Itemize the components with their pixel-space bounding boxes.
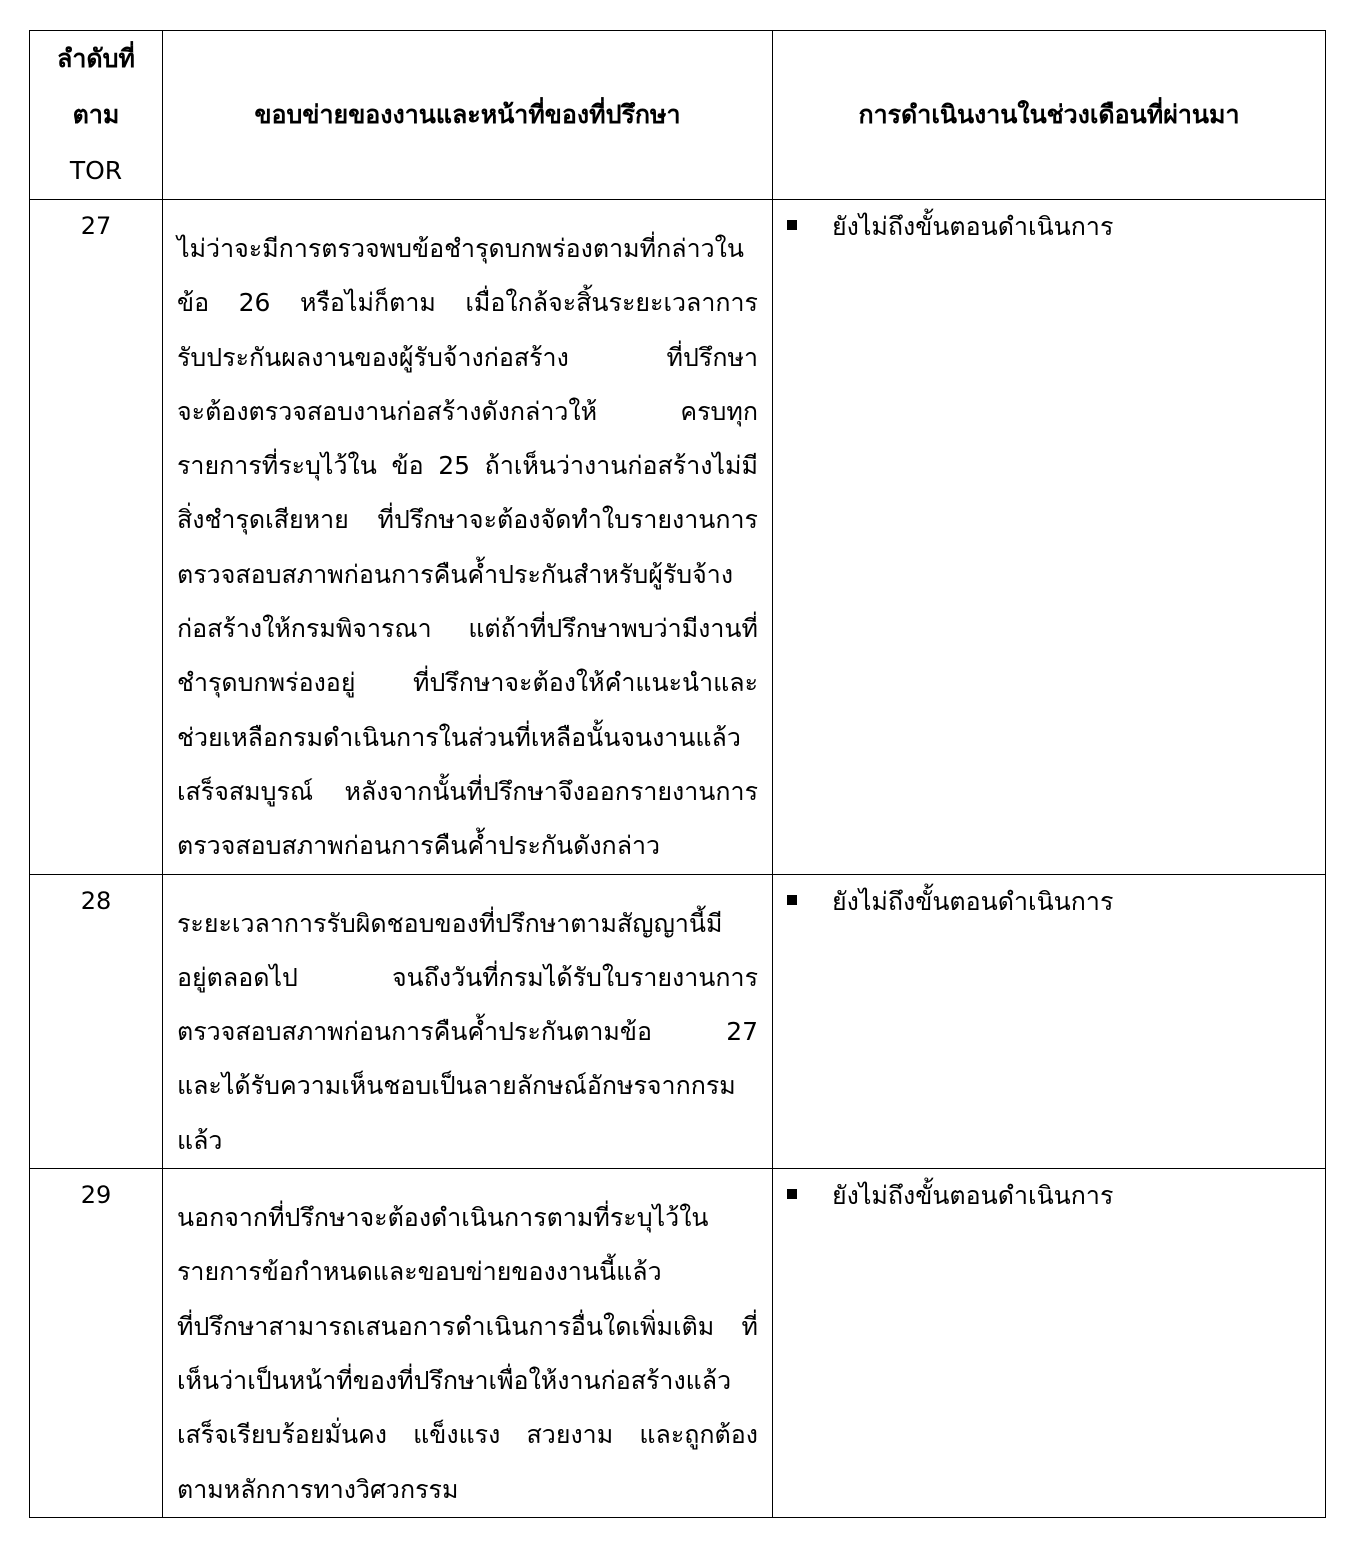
header-no (30, 31, 163, 200)
square-bullet-icon (787, 220, 797, 230)
row-number: 27 (30, 200, 163, 875)
progress-cell (773, 1169, 1326, 1518)
scope-line: ก่อสร้างให้กรมพิจารณา แต่ถ้าที่ปรึกษาพบว่ามีงานที่ (177, 614, 758, 644)
scope-line: สิ่งชำรุดเสียหาย ที่ปรึกษาจะต้องจัดทำใบรายงานการ (177, 505, 758, 535)
table-header-row (30, 31, 1326, 200)
row-number: 28 (30, 874, 163, 1168)
scope-line: ข้อ 26 หรือไม่ก็ตาม เมื่อใกล้จะสิ้นระยะเวลาการ (177, 288, 758, 318)
table-row (30, 874, 1326, 1168)
table-row (30, 1169, 1326, 1518)
progress-text: ยังไม่ถึงขั้นตอนดำเนินการ (832, 1181, 1114, 1211)
scope-line: เห็นว่าเป็นหน้าที่ของที่ปรึกษาเพื่อให้งานก่อสร้างแล้ว (177, 1365, 732, 1395)
header-no-line: ลำดับที่ (57, 44, 135, 73)
square-bullet-icon (787, 1189, 797, 1199)
scope-line: ช่วยเหลือกรมดำเนินการในส่วนที่เหลือนั้นจนงานแล้ว (177, 722, 741, 752)
progress-cell (773, 200, 1326, 875)
progress-cell (773, 874, 1326, 1168)
scope-line: รายการที่ระบุไว้ใน ข้อ 25 ถ้าเห็นว่างานก่อสร้างไม่มี (177, 451, 758, 481)
row-number: 29 (30, 1169, 163, 1518)
scope-line: ที่ปรึกษาสามารถเสนอการดำเนินการอื่นใดเพิ่มเติม ที่ (177, 1311, 758, 1341)
scope-text (163, 200, 773, 875)
progress-text: ยังไม่ถึงขั้นตอนดำเนินการ (832, 886, 1114, 916)
scope-line: ตรวจสอบสภาพก่อนการคืนค้ำประกันดังกล่าว (177, 831, 661, 861)
header-scope: ขอบข่ายของงานและหน้าที่ของที่ปรึกษา (163, 31, 773, 200)
scope-line: นอกจากที่ปรึกษาจะต้องดำเนินการตามที่ระบุไว้ใน (177, 1203, 709, 1233)
scope-line: ชำรุดบกพร่องอยู่ ที่ปรึกษาจะต้องให้คำแนะนำและ (177, 668, 758, 698)
progress-item (787, 884, 1325, 920)
tor-table (29, 30, 1326, 1518)
header-progress: การดำเนินงานในช่วงเดือนที่ผ่านมา (773, 31, 1326, 200)
scope-line: เสร็จเรียบร้อยมั่นคง แข็งแรง สวยงาม และถูกต้อง (177, 1420, 758, 1450)
scope-line: ไม่ว่าจะมีการตรวจพบข้อชำรุดบกพร่องตามที่กล่าวใน (177, 234, 744, 263)
scope-text (163, 874, 773, 1168)
scope-line: จะต้องตรวจสอบงานก่อสร้างดังกล่าวให้ ครบทุก (177, 396, 758, 426)
scope-line: อยู่ตลอดไป จนถึงวันที่กรมได้รับใบรายงานการ (177, 962, 758, 992)
scope-line: แล้ว (177, 1125, 223, 1155)
progress-item (787, 209, 1325, 245)
scope-line: ระยะเวลาการรับผิดชอบของที่ปรึกษาตามสัญญานี้มี (177, 908, 723, 938)
scope-line: ตามหลักการทางวิศวกรรม (177, 1474, 459, 1504)
progress-item (787, 1178, 1325, 1214)
scope-line: รับประกันผลงานของผู้รับจ้างก่อสร้าง ที่ปรึกษา (177, 342, 758, 372)
header-no-line: TOR (69, 156, 123, 185)
table-row (30, 200, 1326, 875)
scope-line: ตรวจสอบสภาพก่อนการคืนค้ำประกันสำหรับผู้รับจ้าง (177, 559, 734, 589)
header-no-line: ตาม (72, 100, 120, 129)
scope-line: และได้รับความเห็นชอบเป็นลายลักษณ์อักษรจากกรม (177, 1071, 736, 1101)
scope-line: ตรวจสอบสภาพก่อนการคืนค้ำประกันตามข้อ 27 (177, 1017, 758, 1047)
progress-text: ยังไม่ถึงขั้นตอนดำเนินการ (832, 212, 1114, 241)
scope-text (163, 1169, 773, 1518)
scope-line: รายการข้อกำหนดและขอบข่ายของงานนี้แล้ว (177, 1257, 662, 1287)
scope-line: เสร็จสมบูรณ์ หลังจากนั้นที่ปรึกษาจึงออกรายงานการ (177, 776, 758, 806)
square-bullet-icon (787, 895, 797, 905)
